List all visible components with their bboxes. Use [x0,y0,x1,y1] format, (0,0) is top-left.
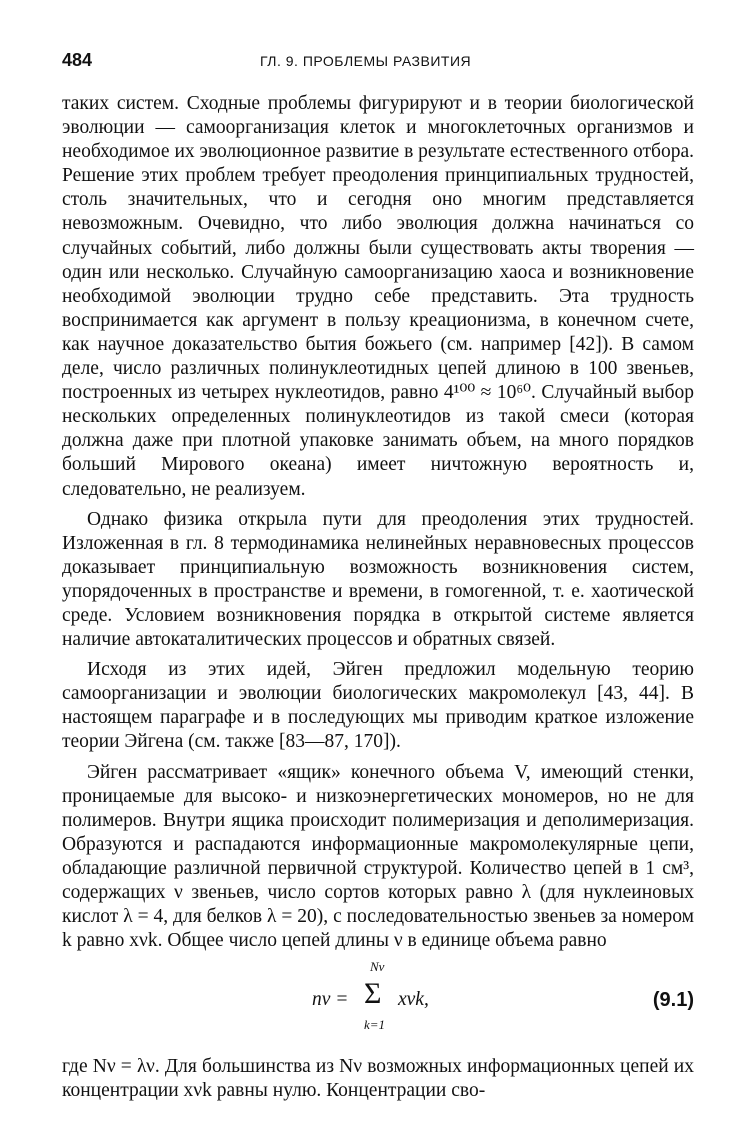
paragraph: Исходя из этих идей, Эйген предложил модельную теорию самоорганизации и эволюции биологических макромолекул [43, 44]. В настоящем параграфе и в последующих мы приводим краткое изложение теории Эйгена (см. также [83—87, 170]). [62,659,694,753]
sum-upper-limit: Nν [370,959,385,975]
page-number: 484 [62,50,93,70]
running-head: ГЛ. 9. ПРОБЛЕМЫ РАЗВИТИЯ [260,53,472,69]
equation-formula [312,957,512,1049]
sum-lower-limit: k=1 [364,1017,386,1033]
page-header [62,50,694,80]
equation-lhs: nν = [312,989,349,1011]
book-page [62,50,694,1103]
paragraph: Эйген рассматривает «ящик» конечного объема V, имеющий стенки, проницаемые для высоко- и низкоэнергетических мономеров, но не для полимеров. Внутри ящика происходит полимеризация и деполимеризация. Образуются и распадаются информационные макромолекулярные цепи, обладающие различной первичной структурой. Количество цепей в 1 см³, содержащих ν звеньев, число сортов которых равно λ (для нуклеиновых кислот λ = 4, для белков λ = 20), с последовательностью звеньев за номером k равно xνk. Общее число цепей длины ν в единице объема равно [62,761,694,952]
sum-symbol: Σ [364,977,382,1011]
paragraph: где Nν = λν. Для большинства из Nν возможных информационных цепей их концентрации xνk равны нулю. Концентрации сво- [62,1056,694,1102]
paragraph: таких систем. Сходные проблемы фигурируют и в теории биологической эволюции — самоорганизация клеток и многоклеточных организмов и необходимое их эволюционное развитие в результате естественного отбора. Решение этих проблем требует преодоления принципиальных трудностей, столь значительных, что и сегодня оно многим представляется невозможным. Очевидно, что либо эволюция должна начинаться со случайных событий, либо должны были существовать акты творения — один или несколько. Случайную самоорганизацию хаоса и возникновение необходимой эволюции трудно себе представить. Эта трудность воспринимается как аргумент в пользу креационизма, в конечном счете, как научное доказательство бытия божьего (см. например [42]). В самом деле, число различных полинуклеотидных цепей длиною в 100 звеньев, построенных из четырех нуклеотидов, равно 4¹⁰⁰ ≈ 10⁶⁰. Случайный выбор нескольких определенных полинуклеотидов из такой смеси (которая должна даже при плотной упаковке занимать объем, на много порядков больший Мирового океана) имеет ничтожную вероятность и, следовательно, не реализуем. [62,93,694,500]
equation-block [62,957,694,1049]
sum-term: xνk, [398,989,429,1011]
paragraph: Однако физика открыла пути для преодоления этих трудностей. Изложенная в гл. 8 термодинамика нелинейных неравновесных процессов доказывает принципиальную возможность возникновения систем, упорядоченных в пространстве и времени, в гомогенной, т. е. хаотической среде. Условием возникновения порядка в открытой системе является наличие автокаталитических процессов и обратных связей. [62,508,694,651]
equation-number: (9.1) [652,989,694,1012]
